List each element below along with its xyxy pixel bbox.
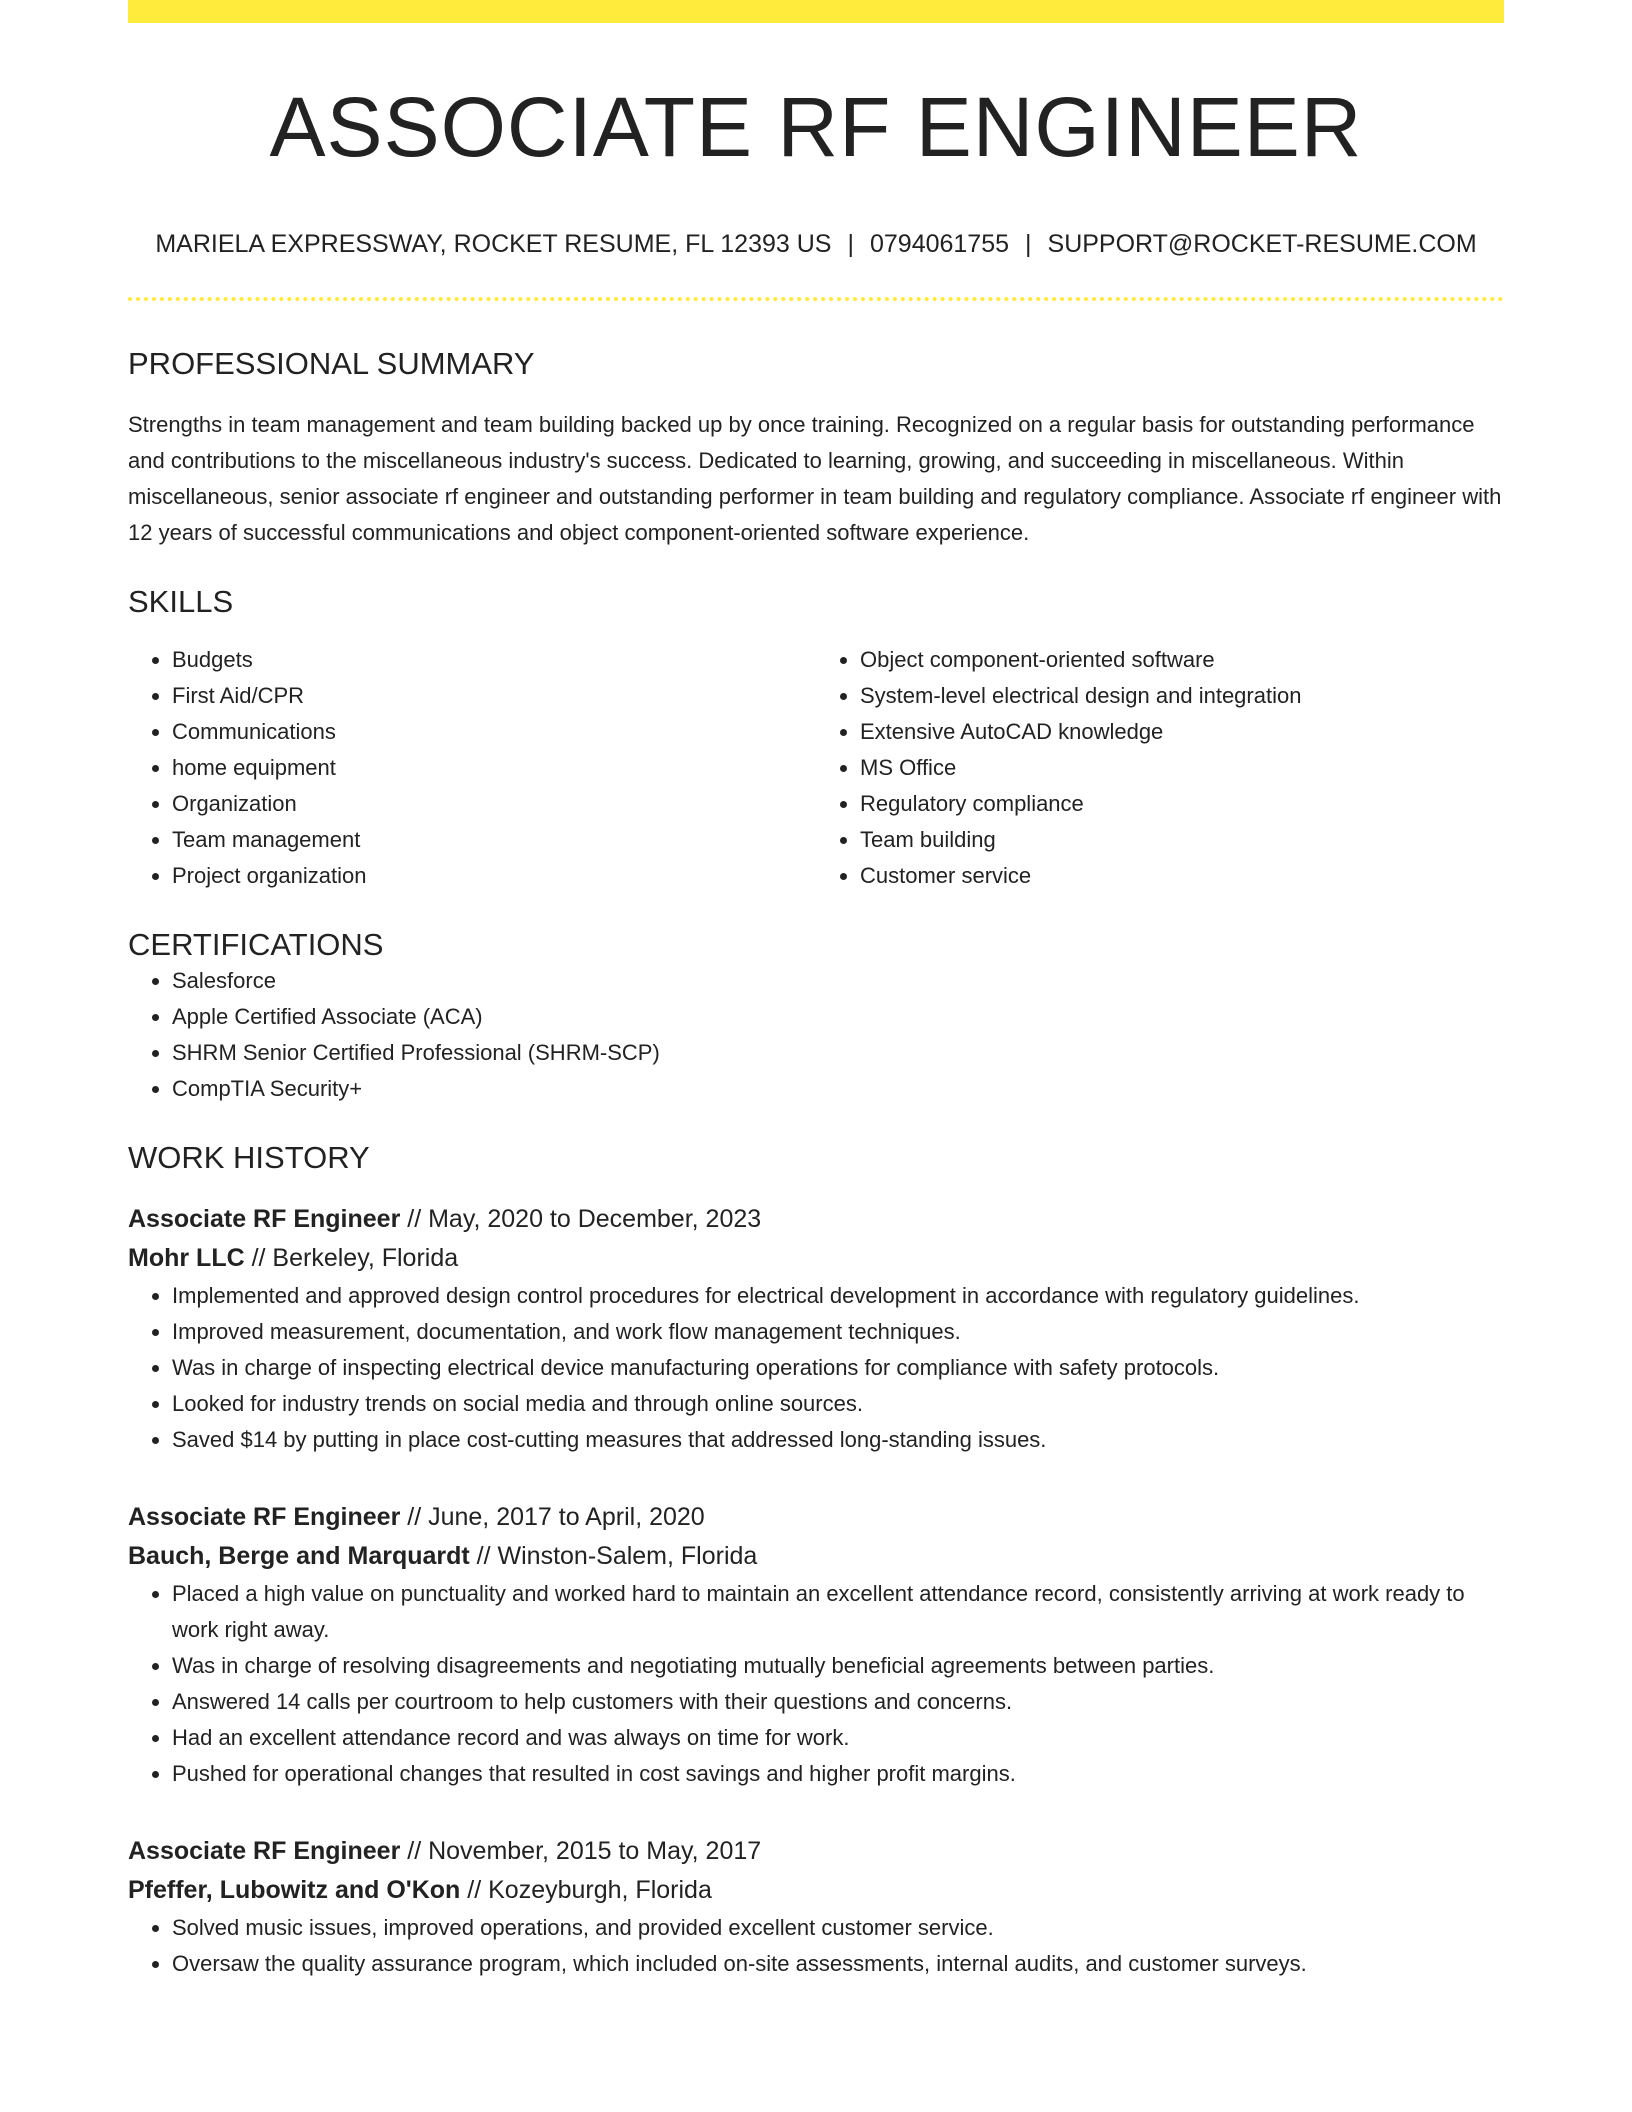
skill-item: • Regulatory compliance (860, 786, 1504, 822)
job-bullets (128, 1910, 1504, 1982)
job-company-line (128, 1537, 1504, 1576)
job-bullets (128, 1576, 1504, 1792)
certifications-heading: CERTIFICATIONS (128, 926, 384, 962)
job-bullet: • Was in charge of inspecting electrical device manufacturing operations for compliance with safety protocols. (172, 1350, 1504, 1386)
contact-separator: | (1025, 230, 1032, 259)
job-bullet: • Placed a high value on punctuality and worked hard to maintain an excellent attendance record, consistently arriving at work ready to work right away. (172, 1576, 1504, 1648)
skill-item: • Team management (172, 822, 816, 858)
skills-list-left (128, 642, 816, 894)
contact-phone: 0794061755 (869, 230, 1010, 259)
certification-item: • Salesforce (172, 963, 1504, 999)
job-title-line (128, 1498, 1504, 1537)
job-company-line (128, 1239, 1504, 1278)
job-location: // Winston-Salem, Florida (469, 1542, 758, 1571)
skill-item: • MS Office (860, 750, 1504, 786)
skills-column-right (816, 642, 1504, 894)
job-bullet: • Solved music issues, improved operations, and provided excellent customer service. (172, 1910, 1504, 1946)
job-company: Mohr LLC (128, 1244, 245, 1273)
skill-item: • Organization (172, 786, 816, 822)
job-entry (128, 1498, 1504, 1792)
accent-top-bar (128, 0, 1504, 23)
certifications-list (128, 963, 1504, 1107)
job-entry (128, 1200, 1504, 1458)
skill-item: • System-level electrical design and integration (860, 678, 1504, 714)
job-location: // Kozeyburgh, Florida (460, 1876, 712, 1905)
resume-title: ASSOCIATE RF ENGINEER (269, 80, 1363, 174)
job-location: // Berkeley, Florida (244, 1244, 459, 1273)
job-title-line (128, 1832, 1504, 1871)
job-dates: // June, 2017 to April, 2020 (400, 1503, 705, 1532)
work-history-heading: WORK HISTORY (128, 1139, 370, 1175)
job-bullets (128, 1278, 1504, 1458)
skill-item: • Team building (860, 822, 1504, 858)
job-dates: // November, 2015 to May, 2017 (400, 1837, 762, 1866)
skill-item: • home equipment (172, 750, 816, 786)
job-bullet: • Implemented and approved design control procedures for electrical development in accordance with regulatory guidelines. (172, 1278, 1504, 1314)
job-bullet: • Oversaw the quality assurance program, which included on-site assessments, internal audits, and customer surveys. (172, 1946, 1504, 1982)
skill-item: • Extensive AutoCAD knowledge (860, 714, 1504, 750)
skills-list-right (816, 642, 1504, 894)
dotted-divider (128, 297, 1504, 301)
certification-item: • CompTIA Security+ (172, 1071, 1504, 1107)
job-bullet: • Saved $14 by putting in place cost-cutting measures that addressed long-standing issues. (172, 1422, 1504, 1458)
certification-item: • Apple Certified Associate (ACA) (172, 999, 1504, 1035)
job-entry (128, 1832, 1504, 1982)
summary-text: Strengths in team management and team building backed up by once training. Recognized on a regular basis for outstanding performance and contributions to the miscellaneous industry's success. Dedicated to learning, growing, and succeeding in miscellaneous. Within miscellaneous, senior associate rf engineer and outstanding performer in team building and regulatory compliance. Associate rf engineer with 12 years of successful communications and object component-oriented software experience. (128, 411, 1502, 545)
summary-heading: PROFESSIONAL SUMMARY (128, 346, 535, 382)
skills-grid (128, 642, 1504, 894)
contact-separator: | (847, 230, 854, 259)
job-bullet: • Was in charge of resolving disagreements and negotiating mutually beneficial agreements between parties. (172, 1648, 1504, 1684)
job-company: Pfeffer, Lubowitz and O'Kon (128, 1876, 461, 1905)
job-title-line (128, 1200, 1504, 1239)
job-company-line (128, 1871, 1504, 1910)
job-role: Associate RF Engineer (128, 1503, 401, 1532)
contact-email: SUPPORT@ROCKET-RESUME.COM (1047, 230, 1477, 259)
contact-line (128, 229, 1504, 259)
job-bullet: • Looked for industry trends on social media and through online sources. (172, 1386, 1504, 1422)
skill-item: • Communications (172, 714, 816, 750)
job-bullet: • Answered 14 calls per courtroom to help customers with their questions and concerns. (172, 1684, 1504, 1720)
skill-item: • Customer service (860, 858, 1504, 894)
job-bullet: • Improved measurement, documentation, and work flow management techniques. (172, 1314, 1504, 1350)
contact-address: MARIELA EXPRESSWAY, ROCKET RESUME, FL 12393 US (155, 230, 832, 259)
skill-item: • Project organization (172, 858, 816, 894)
job-role: Associate RF Engineer (128, 1205, 401, 1234)
job-dates: // May, 2020 to December, 2023 (400, 1205, 762, 1234)
resume-page (128, 0, 1504, 1982)
skills-column-left (128, 642, 816, 894)
skill-item: • Budgets (172, 642, 816, 678)
skills-heading: SKILLS (128, 583, 234, 619)
certification-item: • SHRM Senior Certified Professional (SHRM-SCP) (172, 1035, 1504, 1071)
skill-item: • Object component-oriented software (860, 642, 1504, 678)
skill-item: • First Aid/CPR (172, 678, 816, 714)
job-bullet: • Had an excellent attendance record and was always on time for work. (172, 1720, 1504, 1756)
job-role: Associate RF Engineer (128, 1837, 401, 1866)
job-company: Bauch, Berge and Marquardt (128, 1542, 470, 1571)
job-bullet: • Pushed for operational changes that resulted in cost savings and higher profit margins. (172, 1756, 1504, 1792)
